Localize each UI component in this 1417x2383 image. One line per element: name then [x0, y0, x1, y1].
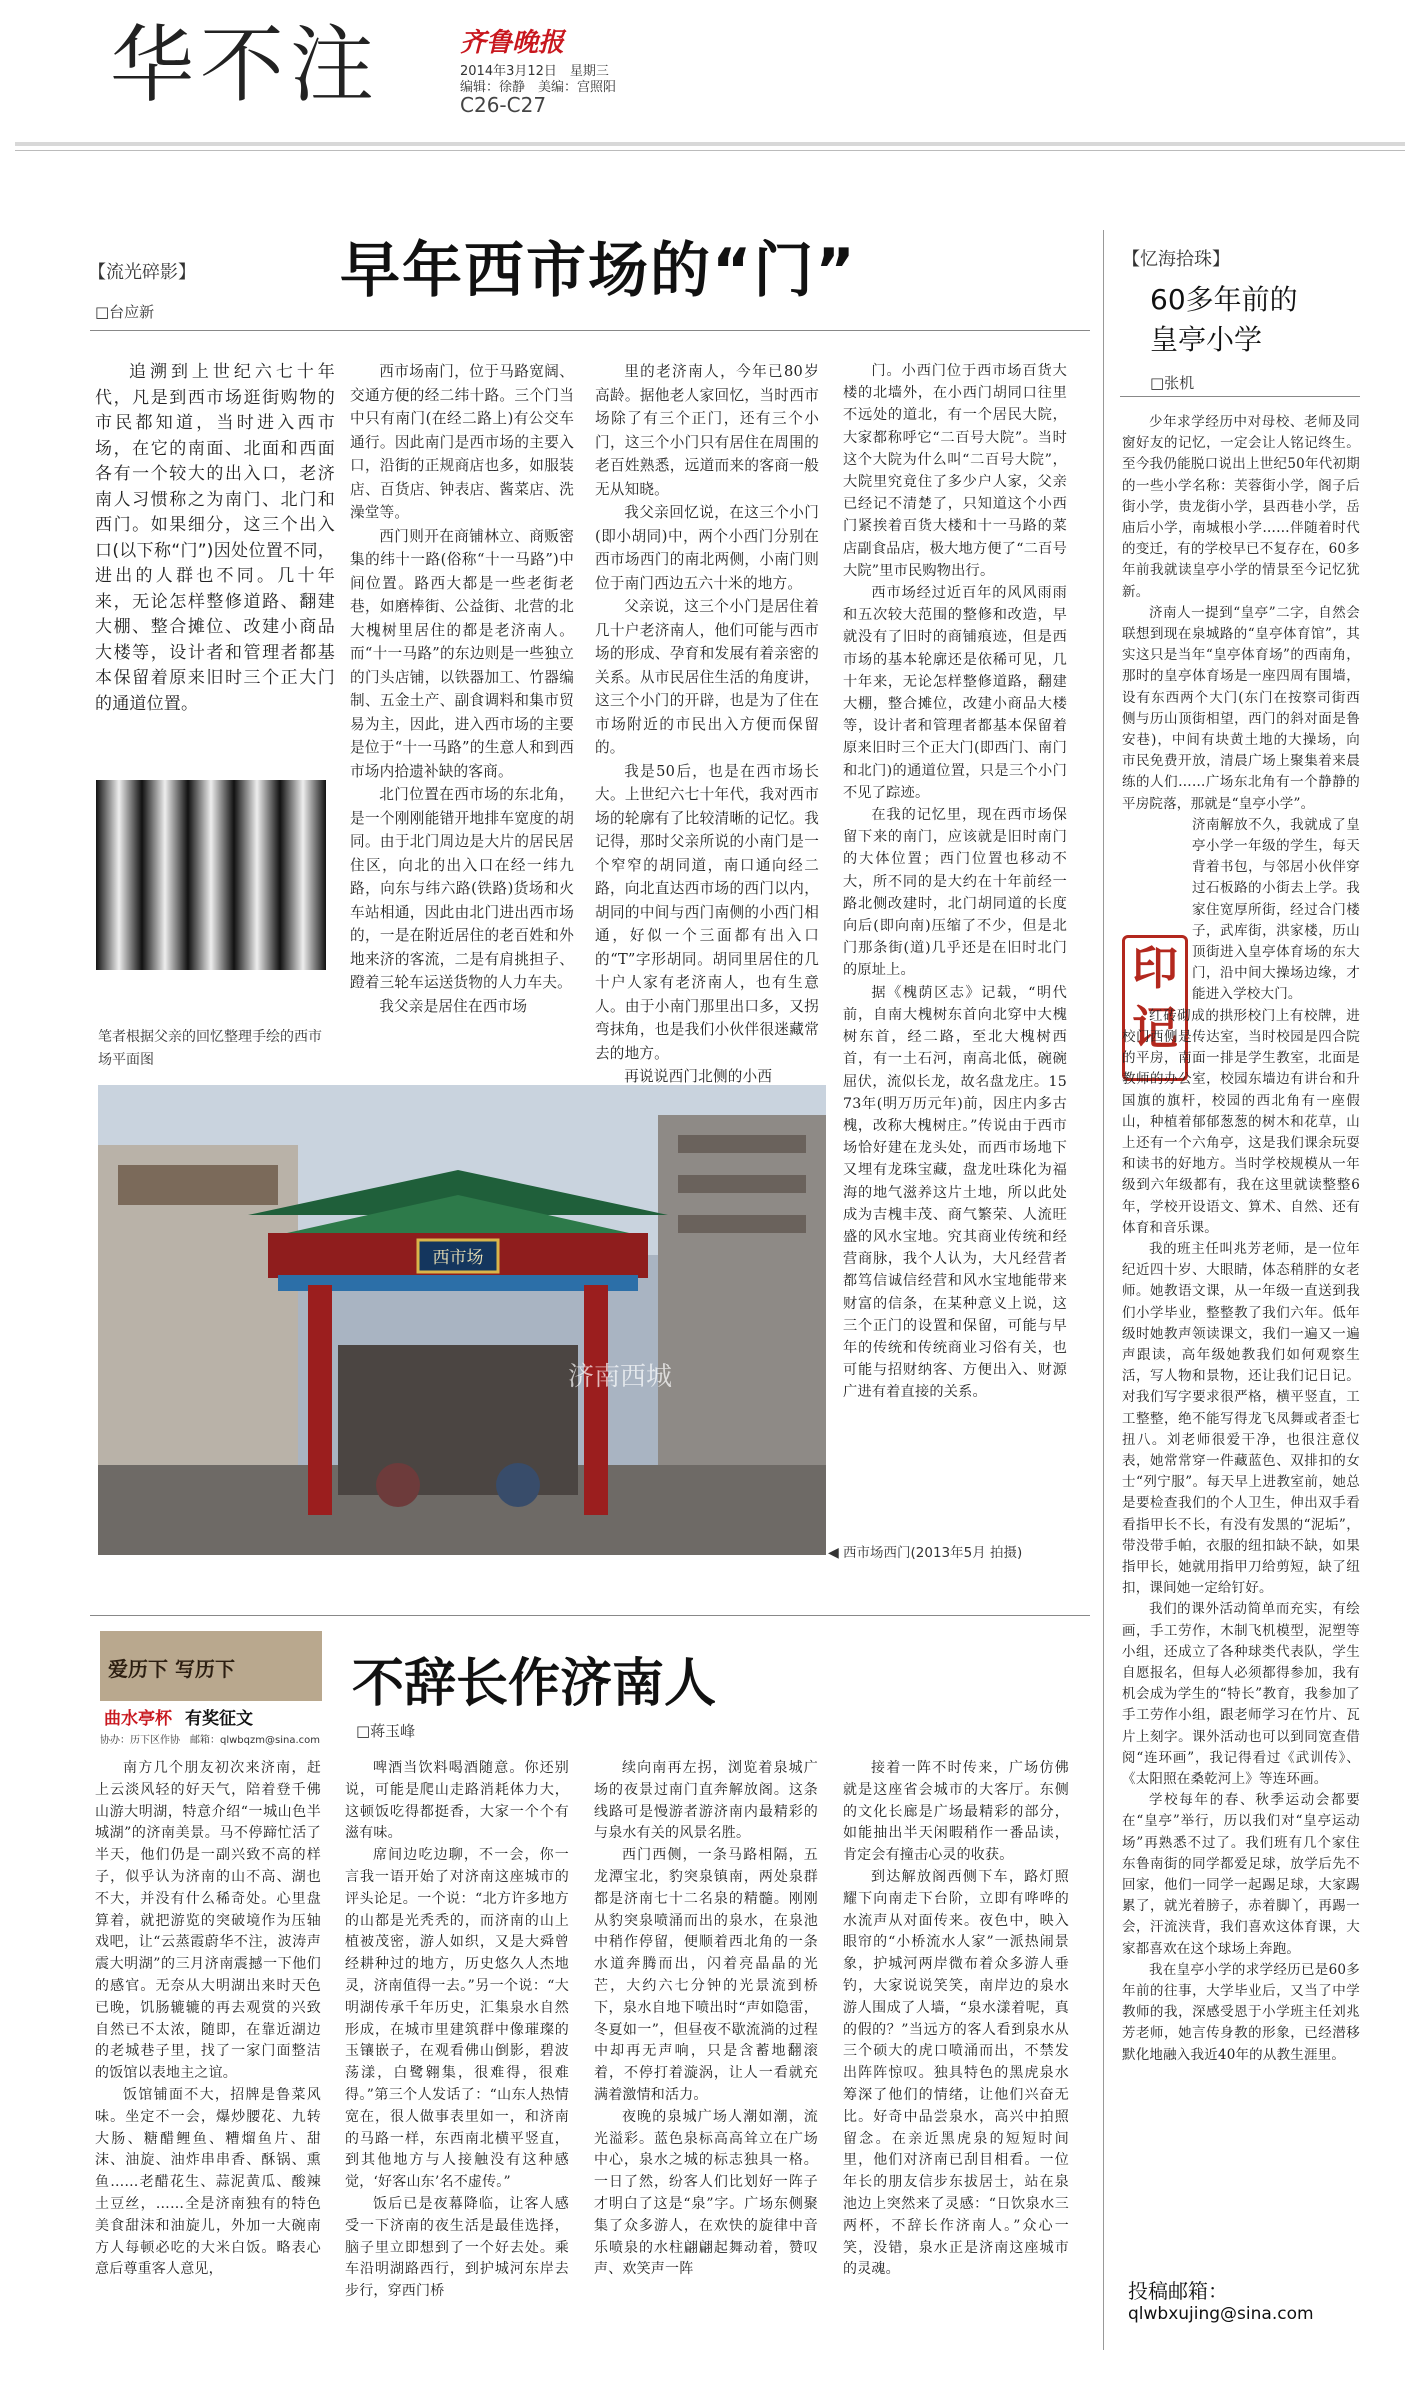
article3-section-tag: 【忆海拾珠】 [1122, 249, 1230, 270]
stamp-char-1: 印 [1132, 941, 1178, 995]
article3-rule [1120, 396, 1360, 397]
paragraph: 我的班主任叫兆芳老师，是一位年纪近四十岁、大眼睛，体态稍胖的女老师。她教语文课，从一年级一直送到我们小学毕业，整整教了我们六年。低年级时她教声领读课文，我们一遍又一遍声跟读，高年级她教我们如何观察生活，写人物和景物，还让我们记日记。对我们写字要求很严格，横平竖直，工工整整，绝不能写得龙飞凤舞或者歪七扭八。刘老师很爱干净，也很注意仪表，她常常穿一件藏蓝色、双排扣的女士“列宁服”。每天早上进教室前，她总是要检查我们的个人卫生，伸出双手看看指甲长不长，有没有发黑的“泥垢”，带没带手帕，衣服的纽扣缺不缺，如果指甲长，她就用指甲刀给剪短，缺了纽扣，课间她一定给钉好。 [1122, 1240, 1360, 1597]
section-rule [90, 1615, 1090, 1616]
article3-body [1122, 412, 1360, 2066]
article3-author: □张机 [1150, 374, 1195, 392]
paragraph: 我父亲回忆说，在这三个小门(即小胡同)中，两个小西门分别在西市场西门的南北两侧，小南门则位于南门西边五六十米的地方。 [595, 504, 819, 592]
article1-column-2 [350, 360, 574, 1018]
paragraph: 到达解放阁西侧下车，路灯照耀下向南走下台阶，立即有哗哗的水流声从对面传来。夜色中，映入眼帘的“小桥流水人家”一派热闹景象，护城河两岸微布着众多游人垂钓，大家说说笑笑，南岸边的泉水游人围成了人墙，“泉水漾着呢，真的假的？”当远方的客人看到泉水从三个硕大的虎口喷涌而出，不禁发出阵阵惊叹。独具特色的黑虎泉水筹深了他们的情绪，让他们兴奋无比。好奇中品尝泉水，高兴中拍照留念。在亲近黑虎泉的短短时间里，他们对济南已刮目相看。一位年长的朋友信步东拔居士，站在泉池边上突然来了灵感：“日饮泉水三两杯，不辞长作济南人。”众心一笑，没错，泉水正是济南这座城市的灵魂。 [843, 1868, 1069, 2278]
paragraph: 济南人一提到“皇亭”二字，自然会联想到现在泉城路的“皇亭体育馆”，其实这只是当年“皇亭体育场”的西南角，那时的皇亭体育场是一座四周有围墙，设有东西两个大门(东门在按察司街西侧与历山顶街相望，西门的斜对面是鲁安巷)，中间有块黄土地的大操场，向市民免费开放，清晨广场上聚集着来晨练的人们……广场东北角有一个静静的平房院落，那就是“皇亭小学”。 [1122, 604, 1360, 812]
paragraph: 济南解放不久，我就成了皇亭小学一年级的学生，每天背着书包，与邻居小伙伴穿过石板路的小街去上学。我家住宽厚所街，经过合门楼子，武库街，洪家楼，历山顶街进入皇亭体育场的东大门，沿中间大操场边缘，才能进入学校大门。 [1192, 816, 1360, 1003]
article-headline: 早年西市场的“门” [340, 236, 857, 306]
paragraph: 在我的记忆里，现在西市场保留下来的南门，应该就是旧时南门的大体位置；西门位置也移动不大，所不同的是大约在十年前经一路北侧改建时，北门胡同道的长度向后(即向南)压缩了不少，但是北门那条街(道)几乎还是在旧时北门的原址上。 [843, 807, 1067, 979]
paragraph: 我是50后，也是在西市场长大。上世纪六七十年代，我对西市场的轮廓有了比较清晰的记忆。我记得，那时父亲所说的小南门是一个窄窄的胡同道，南口通向经二路，向北直达西市场的西门以内，胡同的中间与西门南侧的小西门相通，好似一个三面都有出入口的“T”字形胡同。胡同里居住的几十户人家有老济南人，也有生意人。由于小南门那里出口多，又拐弯抹角，也是我们小伙伴很迷藏常去的地方。 [595, 762, 819, 1062]
promo-sub1: 曲水亭杯 [104, 1704, 179, 1728]
photo-caption: 西市场西门(2013年5月 拍摄) [843, 1545, 1023, 1561]
paragraph: 我父亲是居住在西市场 [379, 997, 528, 1015]
header-rule-thin [15, 150, 1405, 151]
article2-author: □蒋玉峰 [356, 1722, 416, 1740]
paragraph: 北门位置在西市场的东北角，是一个刚刚能错开地排车宽度的胡同。由于北门周边是大片的居民居住区，向北的出入口在经一纬九路，向东与纬六路(铁路)货场和火车站相通，因此由北门进出西市场的，一是在附近居住的老百姓和外地来济的客流，二是有肩挑担子、蹬着三轮车运送货物的人力车夫。 [350, 786, 574, 991]
paragraph: 父亲说，这三个小门是居住着几十户老济南人，他们可能与西市场的形成、孕育和发展有着亲密的关系。从市民居住生活的角度讲，这三个小门的开辟，也是为了住在市场附近的市民出入方便而保留的。 [595, 598, 819, 756]
paragraph: 啤酒当饮料喝酒随意。你还别说，可能是爬山走路消耗体力大，这顿饭吃得都挺香，大家一个个有滋有味。 [345, 1760, 569, 1842]
submission-email[interactable]: qlwbxujing@sina.com [1128, 2304, 1314, 2324]
masthead-title: 华不注 [110, 16, 381, 114]
section-tag: 【流光碎影】 [88, 262, 196, 283]
paragraph: 饭馆铺面不大，招牌是鲁菜风味。坐定不一会，爆炒腰花、九转大肠、糖醋鲤鱼、糟熘鱼片、甜沫、油旋、油炸串串香、酥锅、熏鱼……老醋花生、蒜泥黄瓜、酸辣土豆丝，……全是济南独有的特色美食甜沫和油旋儿，外加一大碗南方人每顿必吃的大米白饭。略表心意后尊重客人意见， [95, 2086, 321, 2278]
newspaper-logo: 齐鲁晚报 [460, 28, 565, 58]
paragraph: 续向南再左拐，浏览着泉城广场的夜景过南门直奔解放阁。这条线路可是慢游者游济南内最精彩的与泉水有关的风景名胜。 [594, 1760, 818, 1842]
paragraph: 夜晚的泉城广场人潮如潮，流光溢彩。蓝色泉标高高耸立在广场中心，泉水之城的标志独具一格。一日了然，纷客人们比划好一阵子才明白了这是“泉”字。广场东侧聚集了众多游人，在欢快的旋律中音乐喷泉的水柱翩翩起舞动着，赞叹声、欢笑声一阵 [594, 2108, 818, 2278]
west-gate-photo [98, 1085, 826, 1555]
submission-label: 投稿邮箱： [1128, 2279, 1228, 2303]
lead-text: 追溯到上世纪六七十年代，凡是到西市场逛街购物的市民都知道，当时进入西市场，在它的南面、北面和西面各有一个较大的出入口，老济南人习惯称之为南门、北门和西门。如果细分，这三个出入口(以下称“门”)因处位置不同，进出的人群也不同。几十年来，无论怎样整修道路、翻建大棚、整合摊位、改建小商品大楼等，设计者和管理者都基本保留着原来旧时三个正大门的通道位置。 [95, 362, 335, 714]
page-numbers: C26-C27 [460, 93, 547, 117]
paragraph: 饭后已是夜幕降临，让客人感受一下济南的夜生活是最佳选择，脑子里立即想到了一个好去处。乘车沿明湖路西行，到护城河东岸去步行，穿西门桥 [345, 2195, 569, 2300]
article3-headline-line2: 皇亭小学 [1150, 323, 1263, 356]
promo-contact: 协办：历下区作协 邮箱：qlwbqzm@sina.com [100, 1735, 320, 1746]
article-author: □台应新 [95, 303, 155, 321]
paragraph: 南方几个朋友初次来济南，赶上云淡风轻的好天气，陪着登千佛山游大明湖，特意介绍“一城山色半城湖”的济南美景。马不停蹄忙活了半天，他们仍是一副兴致不高的样子，似乎认为济南的山不高、湖也不大，并没有什么稀奇处。心里盘算着，就把游览的突破境作为压轴戏吧，让“云蒸霞蔚华不注，波涛声震大明湖”的三月济南震撼一下他们的感官。无奈从大明湖出来时天色已晚，饥肠辘辘的再去观赏的兴致自然已不太浓，随即，在靠近湖边的老城巷子里，找了一家门面整洁的饭馆以表地主之谊。 [95, 1760, 321, 2082]
paragraph: 据《槐荫区志》记载，“明代前，自南大槐树东首向北穿中大槐树东首，经二路，至北大槐树西首，有一土石河，南高北低，碗碗屈伏，流似长龙，故名盘龙庄。1573年(明万历元年)前，因庄内多古槐，改称大槐树庄。”传说由于西市场恰好建在龙头处，而西市场地下又埋有龙珠宝藏，盘龙吐珠化为福海的地气滋养这片土地，所以此处成为吉槐丰茂、商气繁荣、人流旺盛的风水宝地。究其商业传统和经营商脉，我个人认为，大凡经营者都笃信诚信经营和风水宝地能带来财富的信条，在某种意义上说，这三个正门的设置和保留，可能与早年的传统和传统商业习俗有关，也可能与招财纳客、方便出入、财源广进有着直接的关系。 [843, 984, 1067, 1401]
essay-contest-banner [100, 1631, 322, 1749]
column-divider [1103, 230, 1104, 2350]
photo-caption-arrow-icon: ◀ [828, 1545, 839, 1561]
article2-column-4 [843, 1758, 1069, 2281]
paragraph: 学校每年的春、秋季运动会都要在“皇亭”举行，历以我们对“皇亭运动场”再熟悉不过了。我们班有几个家住东鲁南街的同学都爱足球，放学后先不回家，他们一同学一起踢足球，大家踢累了，就光着膀子，赤着脚丫，再踢一会，汗流浃背，我们喜欢这体育课，大家都喜欢在这个球场上奔跑。 [1122, 1792, 1360, 1957]
paragraph: 接着一阵不时传来，广场仿佛就是这座省会城市的大客厅。东侧的文化长廊是广场最精彩的部分，如能抽出半天闲暇稍作一番品读，肯定会有撞击心灵的收获。 [843, 1760, 1069, 1864]
article1-column-3 [595, 360, 819, 1089]
paragraph: 红砖砌成的拱形校门上有校牌，进校门西侧是传达室，当时校园是四合院的平房，南面一排是学生教室，北面是教师的办公室，校园东墙边有讲台和升国旗的旗杆，校园的西北角有一座假山，种植着郁郁葱葱的树木和花草，山上还有一个六角亭，这是我们课余玩耍和读书的好地方。当时学校规模从一年级到六年级都有，我在这里就读整整6年，学校开设语文、算术、自然、还有体育和音乐课。 [1122, 1007, 1360, 1236]
issue-date: 2014年3月12日 星期三 [460, 64, 609, 79]
header-rule [15, 142, 1405, 146]
editor-credits: 编辑：徐静 美编：宫照阳 [460, 80, 617, 95]
paragraph: 西门则开在商铺林立、商贩密集的纬十一路(俗称“十一马路”)中间位置。路西大都是一些老街老巷，如磨棒街、公益街、北营的北大槐树里居住的都是老济南人。而“十一马路”的东边则是一些独立的门头店铺，以铁器加工、竹器编制、五金土产、副食调料和集市贸易为主，因此，进入西市场的主要是位于“十一马路”的生意人和到西市场内拾遗补缺的客商。 [350, 527, 574, 780]
article2-column-2 [345, 1758, 569, 2303]
paragraph: 席间边吃边聊，不一会，你一言我一语开始了对济南这座城市的评头论足。一个说：“北方许多地方的山都是光秃秃的，而济南的山上植被茂密，游人如织，又是大舜曾经耕种过的地方，历史悠久人杰地灵，济南值得一去。”另一个说：“大明湖传承千年历史，汇集泉水自然形成，在城市里建筑群中像璀璨的玉镶嵌子，在观看佛山倒影，碧波荡漾，白鹭翱集，很难得，很难得。”第三个人发话了：“山东人热情宽在，很人做事表里如一，和济南的马路一样，东西南北横平竖直，到其他地方与人接触没有这种感觉，‘好客山东’名不虚传。” [345, 1847, 569, 2191]
paragraph: 西市场经过近百年的风风雨雨和五次较大范围的整修和改造，早就没有了旧时的商铺痕迹，但是西市场的基本轮廓还是依稀可见，几十年来，无论怎样整修道路，翻建大棚，整合摊位，改建小商品大楼等，设计者和管理者都基本保留着原来旧时三个正大门(即西门、南门和北门)的通道位置，只是三个小门不见了踪迹。 [843, 585, 1067, 801]
paragraph: 我们的课外活动简单而充实，有绘画，手工劳作，木制飞机模型，泥塑等小组，还成立了各种球类代表队，学生自愿报名，但每人必须都得参加，我有机会成为学生的“特长”教育，我参加了手工劳作小组，跟老师学习在竹片、瓦片上刻字。课外活动也可以到同宽查借阅“连环画”，我记得看过《武训传》、《太阳照在桑乾河上》等连环画。 [1122, 1601, 1360, 1787]
paragraph: 西门西侧，一条马路相隔，五龙潭宝北，豹突泉镇南，两处泉群都是济南七十二名泉的精髓。刚刚从豹突泉喷涌而出的泉水，在泉池中稍作停留，便顺着西北角的一条水道奔腾而出，闪着亮晶晶的光芒，大约六七分钟的光景流到桥下，泉水自地下喷出时“声如隐雷，冬夏如一”，但昼夜不歇流淌的过程中却再无声响，只是含蓄地翻滚着，不停打着漩涡，让人一看就充满着激情和活力。 [594, 1847, 818, 2103]
paragraph: 里的老济南人，今年已80岁高龄。据他老人家回忆，当时西市场除了有三个正门，还有三个小门，这三个小门只有居住在周围的老百姓熟悉，远道而来的客商一般无从知晓。 [595, 363, 819, 498]
photo-watermark: 济南西城 [568, 1362, 673, 1392]
promo-sub2: 有奖征文 [185, 1709, 253, 1729]
paragraph: 再说说西门北侧的小西 [624, 1068, 773, 1085]
article2-column-3 [594, 1758, 818, 2281]
article2-headline: 不辞长作济南人 [352, 1654, 717, 1714]
paragraph: 西市场南门，位于马路宽阔、交通方便的经二纬十路。三个门当中只有南门(在经二路上)有公交车通行。因此南门是西市场的主要入口，沿街的正规商店也多，如服装店、百货店、钟表店、酱菜店、洗澡堂等。 [350, 363, 574, 521]
stamp-char-2: 记 [1132, 1001, 1178, 1055]
promo-title: 爱历下 写历下 [108, 1657, 235, 1681]
headline-rule [90, 330, 1090, 331]
market-map-illustration [96, 780, 326, 970]
paragraph: 少年求学经历中对母校、老师及同窗好友的记忆，一定会让人铭记终生。至今我仍能脱口说出上世纪50年代初期的一些小学名称：芙蓉街小学，阁子后街小学，贵龙街小学，县西巷小学，岳庙后小学，南城根小学……伴随着时代的变迁，有的学校早已不复存在，60多年前我就读皇亭小学的情景至今记忆犹新。 [1122, 414, 1360, 600]
paragraph: 我在皇亭小学的求学经历已是60多年前的往事，大学毕业后，又当了中学教师的我，深感受恩于小学班主任刘兆芳老师，她言传身教的形象，已经潜移默化地融入我近40年的从教生涯里。 [1122, 1961, 1360, 2063]
lead-paragraph [95, 360, 335, 717]
article1-column-4 [843, 360, 1067, 1404]
article2-column-1 [95, 1758, 321, 2281]
map-caption: 笔者根据父亲的回忆整理手绘的西市场平面图 [98, 1029, 322, 1068]
paragraph: 门。小西门位于西市场百货大楼的北墙外，在小西门胡同口往里不远处的道北，有一个居民大院，大家都称呼它“二百号大院”。当时这个大院为什么叫“二百号大院”，大院里究竟住了多少户人家，父亲已经记不清楚了，只知道这个小西门紧挨着百货大楼和十一马路的菜店副食品店，极大地方便了“二百号大院”里市民购物出行。 [843, 363, 1067, 579]
article3-headline-line1: 60多年前的 [1150, 283, 1298, 316]
gate-sign: 西市场 [432, 1248, 484, 1268]
